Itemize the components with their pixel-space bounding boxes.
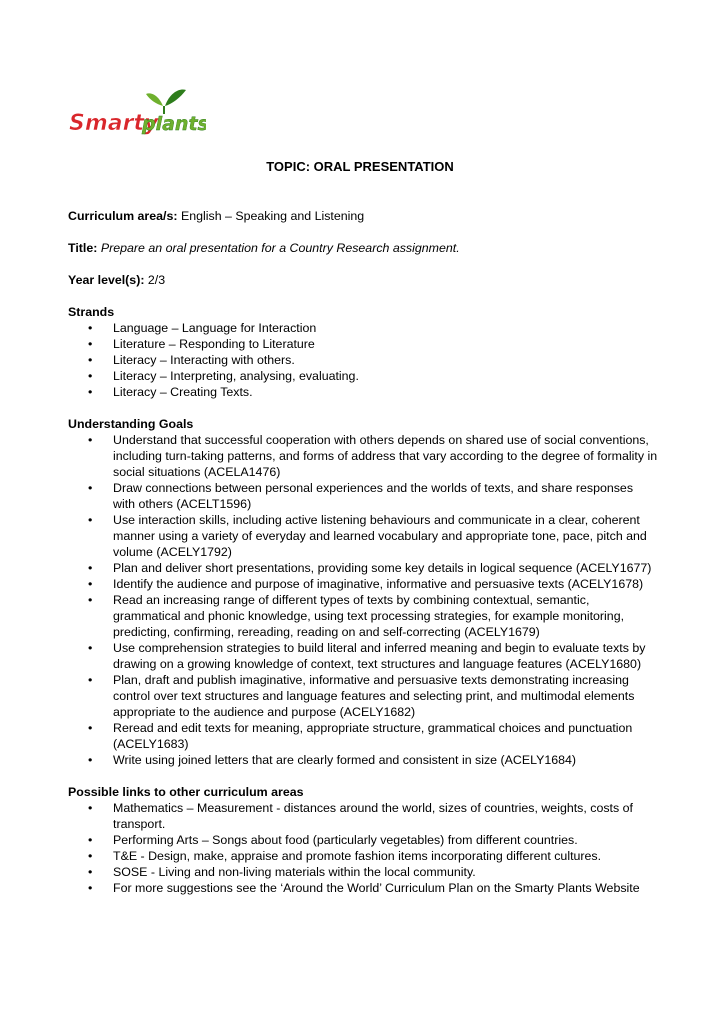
strands-heading: Strands xyxy=(68,305,115,319)
list-item: • Plan, draft and publish imaginative, informative and persuasive texts demonstrating increasing control over text structures and language features and selecting print, and multimodal elements appropriate to the audience and purpose (ACELY1682) xyxy=(68,672,658,720)
list-item: • Plan and deliver short presentations, providing some key details in logical sequence (ACELY1677) xyxy=(68,560,658,576)
year-level-label: Year level(s): xyxy=(68,273,145,287)
logo-plants-text: plants xyxy=(142,113,206,135)
list-item: • T&E - Design, make, appraise and promote fashion items incorporating different cultures. xyxy=(68,848,658,864)
title-value: Prepare an oral presentation for a Country Research assignment. xyxy=(97,241,460,255)
smartyplants-logo xyxy=(66,84,206,144)
curriculum-area-value: English – Speaking and Listening xyxy=(177,209,365,223)
strands-list xyxy=(68,320,658,400)
curriculum-area-field xyxy=(68,208,658,224)
title-field xyxy=(68,240,658,256)
understanding-goals-heading: Understanding Goals xyxy=(68,417,194,431)
list-item: • Read an increasing range of different types of texts by combining contextual, semantic, grammatical and phonic knowledge, using text processing strategies, for example monitoring, predicting, confirming, rereading, reading on and self-correcting (ACELY1679) xyxy=(68,592,658,640)
curriculum-links-heading: Possible links to other curriculum areas xyxy=(68,785,304,799)
title-label: Title: xyxy=(68,241,98,255)
list-item: • Understand that successful cooperation with others depends on shared use of social conventions, including turn-taking patterns, and forms of address that vary according to the degree of formality in social situations (ACELA1476) xyxy=(68,432,658,480)
list-item: • SOSE - Living and non-living materials within the local community. xyxy=(68,864,658,880)
list-item: • Performing Arts – Songs about food (particularly vegetables) from different countries. xyxy=(68,832,658,848)
document-body xyxy=(68,208,658,912)
year-level-field xyxy=(68,272,658,288)
list-item: • Literature – Responding to Literature xyxy=(68,336,658,352)
list-item: • Identify the audience and purpose of imaginative, informative and persuasive texts (ACELY1678) xyxy=(68,576,658,592)
list-item: • Use interaction skills, including active listening behaviours and communicate in a clear, coherent manner using a variety of everyday and learned vocabulary and appropriate tone, pace, pitch and volume (ACELY1792) xyxy=(68,512,658,560)
list-item: • Literacy – Interpreting, analysing, evaluating. xyxy=(68,368,658,384)
year-level-value: 2/3 xyxy=(144,273,166,287)
logo-smarty-text: Smarty xyxy=(69,111,159,136)
list-item: • Use comprehension strategies to build literal and inferred meaning and begin to evaluate texts by drawing on a growing knowledge of context, text structures and language features (ACELY1680) xyxy=(68,640,658,672)
list-item: • Reread and edit texts for meaning, appropriate structure, grammatical choices and punctuation (ACELY1683) xyxy=(68,720,658,752)
list-item: • Literacy – Interacting with others. xyxy=(68,352,658,368)
list-item: • Write using joined letters that are clearly formed and consistent in size (ACELY1684) xyxy=(68,752,658,768)
list-item: • Mathematics – Measurement - distances around the world, sizes of countries, weights, costs of transport. xyxy=(68,800,658,832)
understanding-goals-list xyxy=(68,432,658,768)
list-item: • Language – Language for Interaction xyxy=(68,320,658,336)
curriculum-links-list xyxy=(68,800,658,896)
list-item: • Literacy – Creating Texts. xyxy=(68,384,658,400)
list-item: • Draw connections between personal experiences and the worlds of texts, and share responses with others (ACELT1596) xyxy=(68,480,658,512)
curriculum-area-label: Curriculum area/s: xyxy=(68,209,178,223)
page-title: TOPIC: ORAL PRESENTATION xyxy=(266,159,454,174)
list-item: • For more suggestions see the ‘Around the World’ Curriculum Plan on the Smarty Plants Website xyxy=(68,880,658,896)
